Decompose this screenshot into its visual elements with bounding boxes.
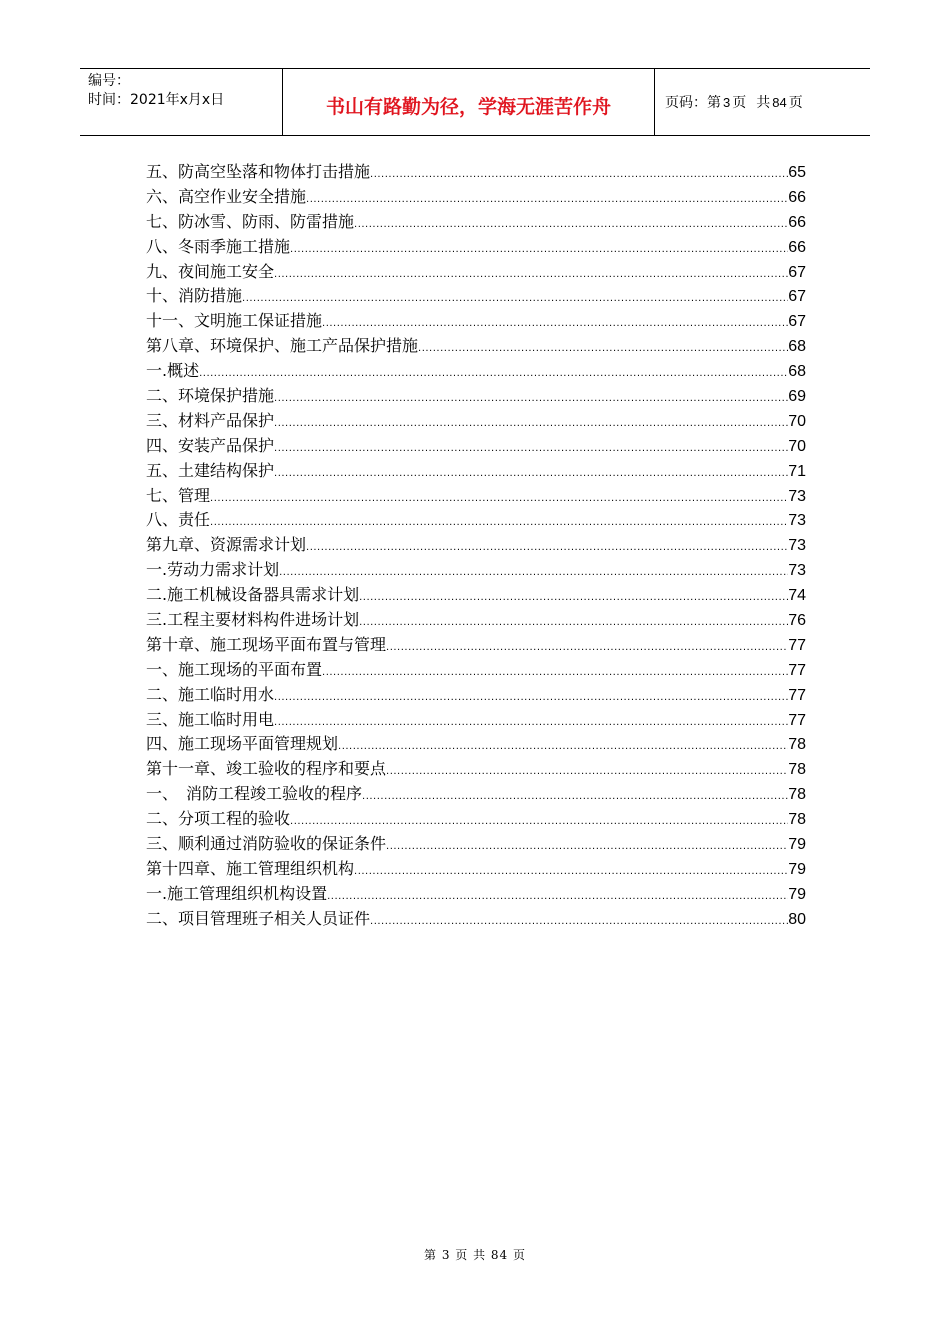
- toc-leader-dots: [274, 412, 788, 437]
- toc-leader-dots: [370, 910, 788, 935]
- toc-entry-title: 七、管理: [146, 485, 211, 505]
- toc-entry-title: 第十四章、施工管理组织机构: [146, 858, 355, 878]
- toc-leader-dots: [242, 287, 788, 312]
- toc-entry-title: 三、顺利通过消防验收的保证条件: [146, 834, 387, 854]
- toc-entry[interactable]: [146, 807, 806, 832]
- toc-leader-dots: [370, 163, 788, 188]
- header-page-cell: [655, 69, 870, 135]
- header-page-total: 84: [772, 94, 787, 110]
- toc-entry-title: 十、消防措施: [146, 286, 243, 306]
- toc-entry-title: 一.施工管理组织机构设置: [146, 883, 328, 903]
- toc-entry-title: 三、材料产品保护: [146, 410, 275, 430]
- header-number-label: 编号：: [88, 73, 130, 89]
- toc-entry-page: 74: [788, 587, 806, 605]
- toc-entry[interactable]: [146, 683, 806, 708]
- toc-entry-page: 67: [788, 288, 806, 306]
- toc-leader-dots: [327, 885, 788, 910]
- toc-entry[interactable]: [146, 633, 806, 658]
- toc-entry-title: 四、安装产品保护: [146, 435, 275, 455]
- header-page-total-prefix: 共: [756, 95, 771, 111]
- page-footer: 第 3 页 共 84 页: [424, 1248, 526, 1262]
- header-page-suffix: 页: [788, 95, 803, 111]
- toc-entry[interactable]: [146, 334, 806, 359]
- toc-leader-dots: [386, 835, 788, 860]
- toc-entry[interactable]: [146, 260, 806, 285]
- toc-entry-page: 79: [788, 860, 806, 878]
- toc-entry[interactable]: [146, 608, 806, 633]
- toc-entry[interactable]: [146, 508, 806, 533]
- toc-entry-page: 66: [788, 188, 806, 206]
- toc-entry[interactable]: [146, 533, 806, 558]
- toc-entry-title: 二.施工机械设备器具需求计划: [146, 585, 360, 605]
- toc-entry-title: 第十一章、竣工验收的程序和要点: [146, 759, 387, 779]
- toc-leader-dots: [210, 487, 788, 512]
- toc-entry-page: 79: [788, 885, 806, 903]
- toc-entry[interactable]: [146, 384, 806, 409]
- toc-leader-dots: [386, 760, 788, 785]
- toc-entry-title: 八、责任: [146, 510, 211, 530]
- header-date: 时间：2021年x月x日: [88, 92, 225, 108]
- toc-leader-dots: [199, 362, 788, 387]
- toc-entry[interactable]: [146, 434, 806, 459]
- page-header: [80, 68, 870, 136]
- toc-entry-page: 67: [788, 263, 806, 281]
- toc-entry-title: 九、夜间施工安全: [146, 261, 275, 281]
- toc-entry[interactable]: [146, 757, 806, 782]
- toc-entry-page: 73: [788, 512, 806, 530]
- toc-entry-page: 78: [788, 786, 806, 804]
- toc-entry-page: 69: [788, 388, 806, 406]
- toc-leader-dots: [359, 586, 788, 611]
- toc-leader-dots: [274, 263, 788, 288]
- toc-entry-page: 73: [788, 562, 806, 580]
- toc-leader-dots: [359, 611, 788, 636]
- toc-entry-page: 67: [788, 313, 806, 331]
- toc-entry[interactable]: [146, 658, 806, 683]
- header-motto: 书山有路勤为径，学海无涯苦作舟: [325, 95, 611, 118]
- toc-entry-title: 第八章、环境保护、施工产品保护措施: [146, 336, 419, 356]
- toc-leader-dots: [274, 711, 788, 736]
- toc-entry[interactable]: [146, 459, 806, 484]
- toc-entry-page: 70: [788, 412, 806, 430]
- toc-entry-page: 65: [788, 164, 806, 181]
- toc-entry[interactable]: [146, 409, 806, 434]
- toc-entry-title: 第十章、施工现场平面布置与管理: [146, 634, 387, 654]
- toc-entry-page: 77: [788, 636, 806, 654]
- toc-entry-title: 一、施工现场的平面布置: [146, 659, 323, 679]
- header-motto-cell: [283, 69, 655, 135]
- toc-entry-title: 七、防冰雪、防雨、防雷措施: [146, 211, 355, 231]
- toc-leader-dots: [322, 661, 788, 686]
- toc-entry-title: 五、土建结构保护: [146, 460, 275, 480]
- toc-entry-title: 六、高空作业安全措施: [146, 186, 307, 206]
- toc-leader-dots: [386, 636, 788, 661]
- toc-entry[interactable]: [146, 210, 806, 235]
- toc-entry-title: 第九章、资源需求计划: [146, 535, 307, 555]
- toc-entry-page: 77: [788, 661, 806, 679]
- toc-entry-page: 76: [788, 612, 806, 630]
- toc-entry-title: 二、施工临时用水: [146, 684, 275, 704]
- toc-entry-page: 70: [788, 437, 806, 455]
- toc-entry-page: 73: [788, 537, 806, 555]
- toc-entry[interactable]: [146, 359, 806, 384]
- toc-entry[interactable]: [146, 857, 806, 882]
- toc-leader-dots: [274, 686, 788, 711]
- header-info-cell: [80, 69, 283, 135]
- toc-entry-title: 四、施工现场平面管理规划: [146, 734, 339, 754]
- toc-entry-title: 二、分项工程的验收: [146, 809, 291, 829]
- toc-entry-page: 73: [788, 487, 806, 505]
- toc-entry[interactable]: [146, 284, 806, 309]
- toc-entry-page: 78: [788, 811, 806, 829]
- toc-entry-title: 一.概述: [146, 361, 200, 381]
- toc-entry-title: 三、施工临时用电: [146, 709, 275, 729]
- toc-entry[interactable]: [146, 832, 806, 857]
- toc-entry-page: 79: [788, 836, 806, 854]
- toc-leader-dots: [354, 860, 788, 885]
- toc-entry-title: 十一、文明施工保证措施: [146, 311, 323, 331]
- toc-entry[interactable]: [146, 309, 806, 334]
- toc-entry-page: 66: [788, 213, 806, 231]
- toc-entry-page: 78: [788, 761, 806, 779]
- toc-entry-title: 一、 消防工程竣工验收的程序: [146, 784, 363, 804]
- toc-entry[interactable]: [146, 583, 806, 608]
- toc-entry-page: 66: [788, 238, 806, 256]
- toc-entry[interactable]: [146, 708, 806, 733]
- header-page-prefix: 页码：第: [665, 95, 721, 111]
- toc-leader-dots: [306, 188, 788, 213]
- toc-entry[interactable]: [146, 907, 806, 932]
- toc-leader-dots: [354, 213, 788, 238]
- toc-entry[interactable]: [146, 558, 806, 583]
- toc-entry[interactable]: [146, 882, 806, 907]
- toc-entry-title: 八、冬雨季施工措施: [146, 236, 291, 256]
- toc-leader-dots: [274, 462, 788, 487]
- toc-entry-title: 二、环境保护措施: [146, 386, 275, 406]
- toc-leader-dots: [362, 785, 788, 810]
- table-of-contents: [146, 160, 806, 932]
- toc-entry[interactable]: [146, 235, 806, 260]
- toc-entry-title: 二、项目管理班子相关人员证件: [146, 908, 371, 928]
- toc-entry-title: 三.工程主要材料构件进场计划: [146, 610, 360, 630]
- toc-entry-page: 77: [788, 711, 806, 729]
- toc-entry[interactable]: [146, 484, 806, 509]
- toc-entry[interactable]: [146, 732, 806, 757]
- toc-entry[interactable]: [146, 782, 806, 807]
- toc-leader-dots: [290, 238, 788, 263]
- toc-leader-dots: [306, 536, 788, 561]
- toc-leader-dots: [274, 437, 788, 462]
- toc-entry-page: 77: [788, 686, 806, 704]
- header-page-mid: 页: [732, 95, 747, 111]
- toc-entry-page: 68: [788, 363, 806, 381]
- toc-entry-page: 80: [788, 910, 806, 928]
- toc-entry-page: 78: [788, 736, 806, 754]
- toc-entry-title: 五、防高空坠落和物体打击措施: [146, 162, 371, 181]
- toc-leader-dots: [418, 337, 788, 362]
- toc-entry[interactable]: [146, 160, 806, 185]
- toc-leader-dots: [338, 735, 788, 760]
- toc-entry-page: 68: [788, 338, 806, 356]
- header-page-current: 3: [723, 94, 731, 110]
- toc-leader-dots: [274, 387, 788, 412]
- toc-entry-page: 71: [788, 462, 806, 480]
- toc-entry[interactable]: [146, 185, 806, 210]
- toc-entry-title: 一.劳动力需求计划: [146, 560, 280, 580]
